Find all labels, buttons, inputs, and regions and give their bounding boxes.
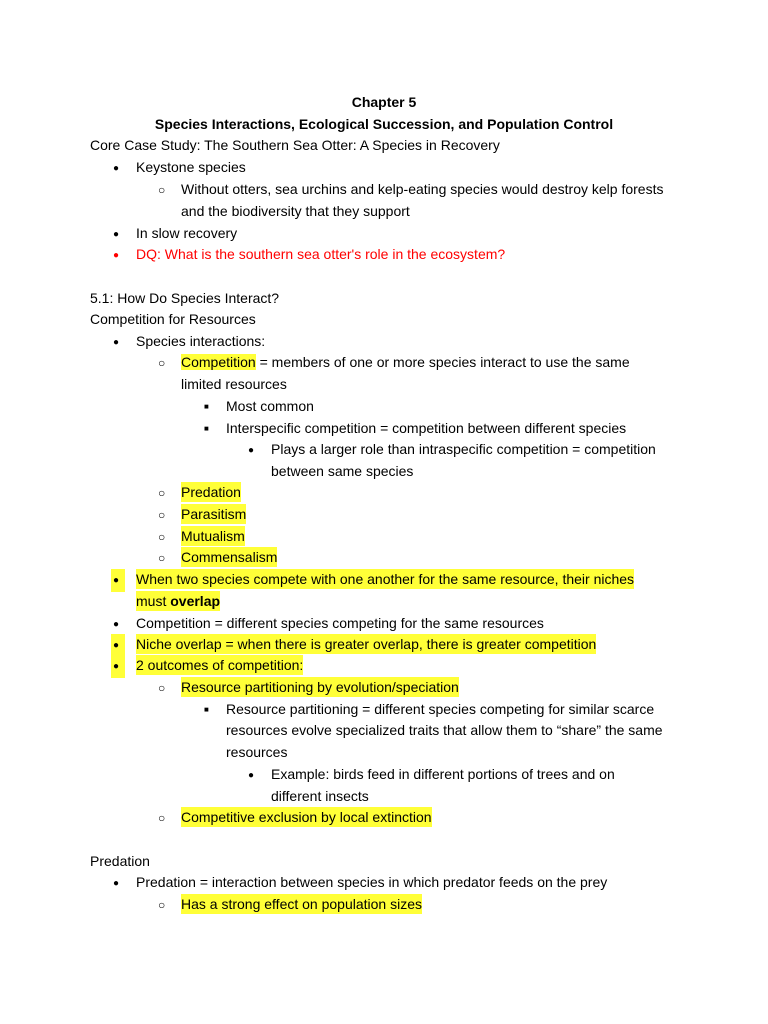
bullet-disc-icon <box>111 655 125 678</box>
highlight-competition: Competition <box>181 354 256 370</box>
bullet-circle-icon <box>158 179 165 200</box>
chapter-title: Species Interactions, Ecological Succession, and Population Control <box>154 116 614 132</box>
bullet-square-icon <box>204 699 209 722</box>
bullet-square-icon <box>204 396 209 419</box>
chapter-heading: Chapter 5 <box>351 94 417 110</box>
core-case-text: Core Case Study: The Southern Sea Otter: A Species in Recovery <box>90 137 500 153</box>
bullet-circle-icon <box>158 677 165 698</box>
bullet-disc-icon <box>113 331 119 354</box>
bullet-square-icon <box>204 418 209 441</box>
bullet-circle-icon <box>158 526 165 547</box>
bullet-disc-icon <box>111 634 125 657</box>
bullet-disc-icon <box>113 157 119 180</box>
bullet-disc-icon <box>113 872 119 895</box>
bullet-circle-icon <box>158 894 165 915</box>
bullet-disc-icon <box>248 764 254 787</box>
bullet-circle-icon <box>158 504 165 525</box>
bullet-circle-icon <box>158 482 165 503</box>
bullet-disc-icon <box>111 569 125 592</box>
bullet-disc-icon <box>113 244 119 267</box>
bullet-disc-icon <box>113 223 119 246</box>
document-page: Chapter 5 Species Interactions, Ecological Succession, and Population Control Core Case Study: The Southern Sea Otter: A Species in Recovery ● Keystone species ○ Without otters, sea urchins and kelp-eating species would destroy kelp forests and the biodiversity that they support ● In slow recovery ● DQ: What is the southern sea otter's role in the ecosystem? 5.1: How Do Species Interact? Competition for Resources ● Species interactions: ○ Competition = members of one or more species interact to use the same limited resources ■ Most common ■ Interspecific competition = competition between different species ● Plays a larger role than intraspecific competition = competition between same species ○ Predation ○ Parasitism ○ Mutualism ○ Commensalism ● When two species compete with one another for the same resource, their niches must overlap ● Competition = different species competing for the same resources ● Niche overlap = when there is greater overlap, there is greater competition ● 2 outcomes of competition: ○ Resource partitioning by evolution/speciation ■ Resource partitioning = different species competing for similar scarce resources evolve specialized traits that allow them to “share” the same resources ● Example: birds feed in different portions of trees and on different insects ○ Competitive exclusion by local extinction Predation ● Predation = interaction between species in which predator feeds on the prey ○ Has a strong effect on population sizes <box>0 0 768 1024</box>
bullet-circle-icon <box>158 547 165 568</box>
bullet-circle-icon <box>158 352 165 373</box>
bullet-disc-icon <box>248 439 254 462</box>
bullet-circle-icon <box>158 807 165 828</box>
bullet-disc-icon <box>113 613 119 636</box>
